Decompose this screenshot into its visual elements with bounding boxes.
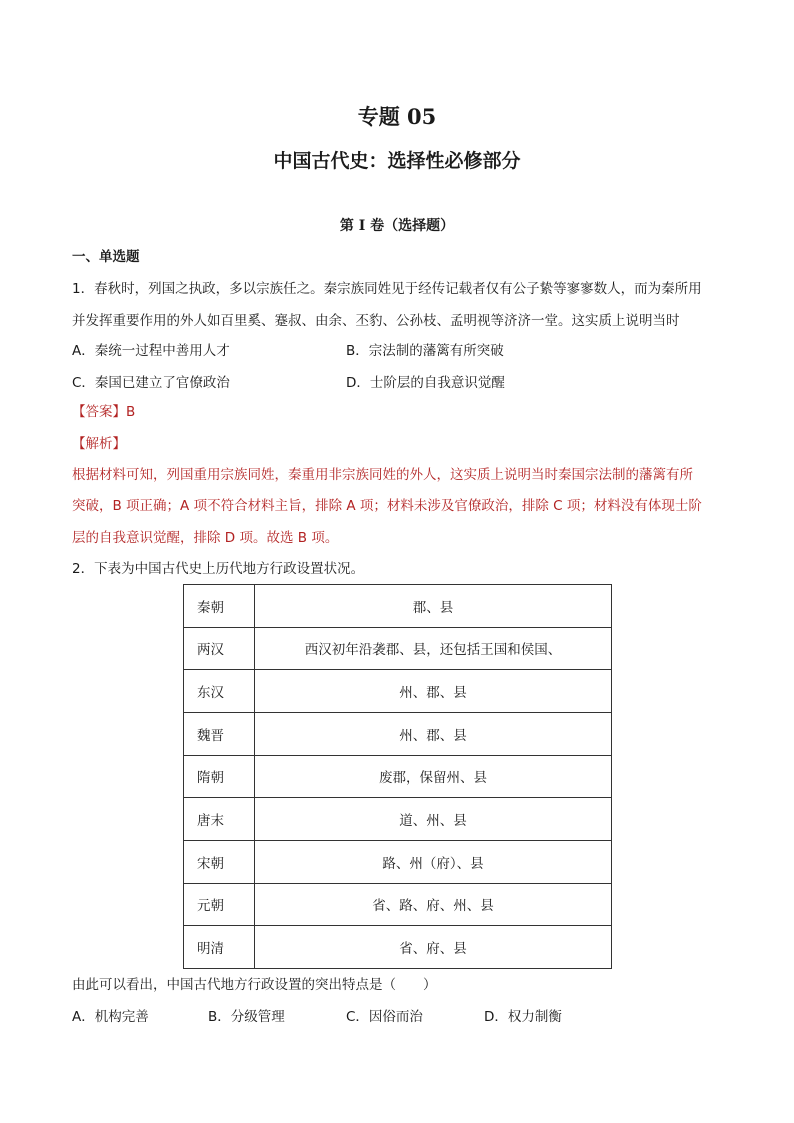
q1-analysis-line3: 层的自我意识觉醒，排除 D 项。故选 B 项。 xyxy=(72,530,339,546)
dynasty-cell: 宋朝 xyxy=(184,840,255,883)
dynasty-cell: 魏晋 xyxy=(184,712,255,755)
q2-option-c: C．因俗而治 xyxy=(346,1009,423,1025)
table-row xyxy=(184,755,612,798)
q2-option-a: A．机构完善 xyxy=(72,1009,149,1025)
topic-title: 专题 05 xyxy=(357,104,437,129)
system-cell: 州、郡、县 xyxy=(255,670,612,713)
q2-option-d: D．权力制衡 xyxy=(484,1009,562,1025)
q1-answer: 【答案】B xyxy=(72,404,136,420)
admin-table xyxy=(183,584,612,969)
system-cell: 郡、县 xyxy=(255,585,612,628)
system-cell: 废郡，保留州、县 xyxy=(255,755,612,798)
q1-analysis-line1: 根据材料可知，列国重用宗族同姓，秦重用非宗族同姓的外人，这实质上说明当时秦国宗法制的藩篱有所 xyxy=(72,467,693,483)
dynasty-cell: 东汉 xyxy=(184,670,255,713)
system-cell: 西汉初年沿袭郡、县，还包括王国和侯国、 xyxy=(255,627,612,670)
q1-analysis-label: 【解析】 xyxy=(72,436,126,452)
q1-option-d: D．士阶层的自我意识觉醒 xyxy=(346,375,505,391)
q1-option-c: C．秦国已建立了官僚政治 xyxy=(72,375,230,391)
table-row xyxy=(184,840,612,883)
system-cell: 道、州、县 xyxy=(255,798,612,841)
dynasty-cell: 明清 xyxy=(184,926,255,969)
table-row xyxy=(184,670,612,713)
q2-intro: 2．下表为中国古代史上历代地方行政设置状况。 xyxy=(72,561,365,577)
q1-option-a: A．秦统一过程中善用人才 xyxy=(72,343,230,359)
dynasty-cell: 秦朝 xyxy=(184,585,255,628)
q1-stem-line2: 并发挥重要作用的外人如百里奚、蹇叔、由余、丕豹、公孙枝、孟明视等济济一堂。这实质上说明当时 xyxy=(72,313,680,329)
dynasty-cell: 两汉 xyxy=(184,627,255,670)
table-row xyxy=(184,926,612,969)
dynasty-cell: 元朝 xyxy=(184,883,255,926)
q1-stem-line1: 1．春秋时，列国之执政，多以宗族任之。秦宗族同姓见于经传记载者仅有公子絷等寥寥数人，而为秦所用 xyxy=(72,281,702,297)
system-cell: 省、路、府、州、县 xyxy=(255,883,612,926)
table-row xyxy=(184,798,612,841)
table-row xyxy=(184,883,612,926)
q1-analysis-line2: 突破，B 项正确；A 项不符合材料主旨，排除 A 项；材料未涉及官僚政治，排除 C 项；材料没有体现士阶 xyxy=(72,498,702,514)
system-cell: 州、郡、县 xyxy=(255,712,612,755)
table-row xyxy=(184,712,612,755)
subtitle: 中国古代史：选择性必修部分 xyxy=(273,150,521,172)
q2-question: 由此可以看出，中国古代地方行政设置的突出特点是（ ） xyxy=(72,977,437,993)
section-title: 一、单选题 xyxy=(72,249,140,265)
q1-option-b: B．宗法制的藩篱有所突破 xyxy=(346,343,504,359)
q2-option-b: B．分级管理 xyxy=(208,1009,285,1025)
system-cell: 省、府、县 xyxy=(255,926,612,969)
dynasty-cell: 唐末 xyxy=(184,798,255,841)
dynasty-cell: 隋朝 xyxy=(184,755,255,798)
table-row xyxy=(184,627,612,670)
volume-title: 第 I 卷（选择题） xyxy=(339,218,455,234)
table-row xyxy=(184,585,612,628)
system-cell: 路、州（府）、县 xyxy=(255,840,612,883)
